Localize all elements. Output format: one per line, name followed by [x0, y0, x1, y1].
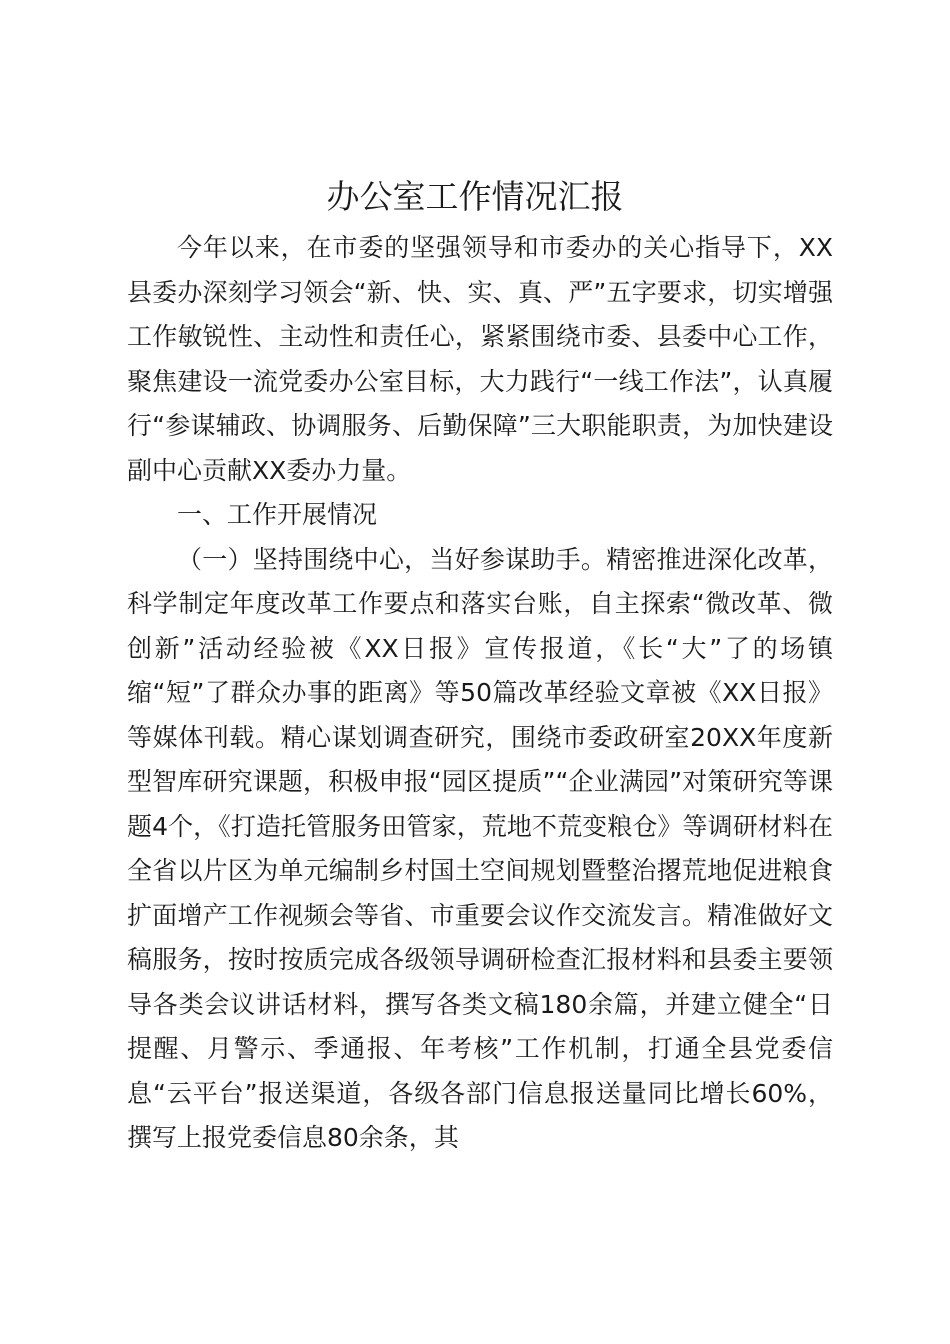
document-body [127, 226, 833, 1161]
subsection-paragraph: （一）坚持围绕中心，当好参谋助手。精密推进深化改革，科学制定年度改革工作要点和落实台账，自主探索“微改革、微创新”活动经验被《XX日报》宣传报道，《长“大”了的场镇缩“短”了群众办事的距离》等50篇改革经验文章被《XX日报》等媒体刊载。精心谋划调查研究，围绕市委政研室20XX年度新型智库研究课题，积极申报“园区提质”“企业满园”对策研究等课题4个，《打造托管服务田管家，荒地不荒变粮仓》等调研材料在全省以片区为单元编制乡村国土空间规划暨整治撂荒地促进粮食扩面增产工作视频会等省、市重要会议作交流发言。精准做好文稿服务，按时按质完成各级领导调研检查汇报材料和县委主要领导各类会议讲话材料，撰写各类文稿180余篇，并建立健全“日提醒、月警示、季通报、年考核”工作机制，打通全县党委信息“云平台”报送渠道，各级各部门信息报送量同比增长60%，撰写上报党委信息80余条，其 [127, 544, 833, 1152]
document-title: 办公室工作情况汇报 [326, 177, 624, 216]
intro-paragraph: 今年以来，在市委的坚强领导和市委办的关心指导下，XX县委办深刻学习领会“新、快、实、真、严”五字要求，切实增强工作敏锐性、主动性和责任心，紧紧围绕市委、县委中心工作，聚焦建设一流党委办公室目标，大力践行“一线工作法”，认真履行“参谋辅政、协调服务、后勤保障”三大职能职责，为加快建设副中心贡献XX委办力量。 [127, 233, 833, 485]
section-heading: 一、工作开展情况 [177, 500, 378, 529]
